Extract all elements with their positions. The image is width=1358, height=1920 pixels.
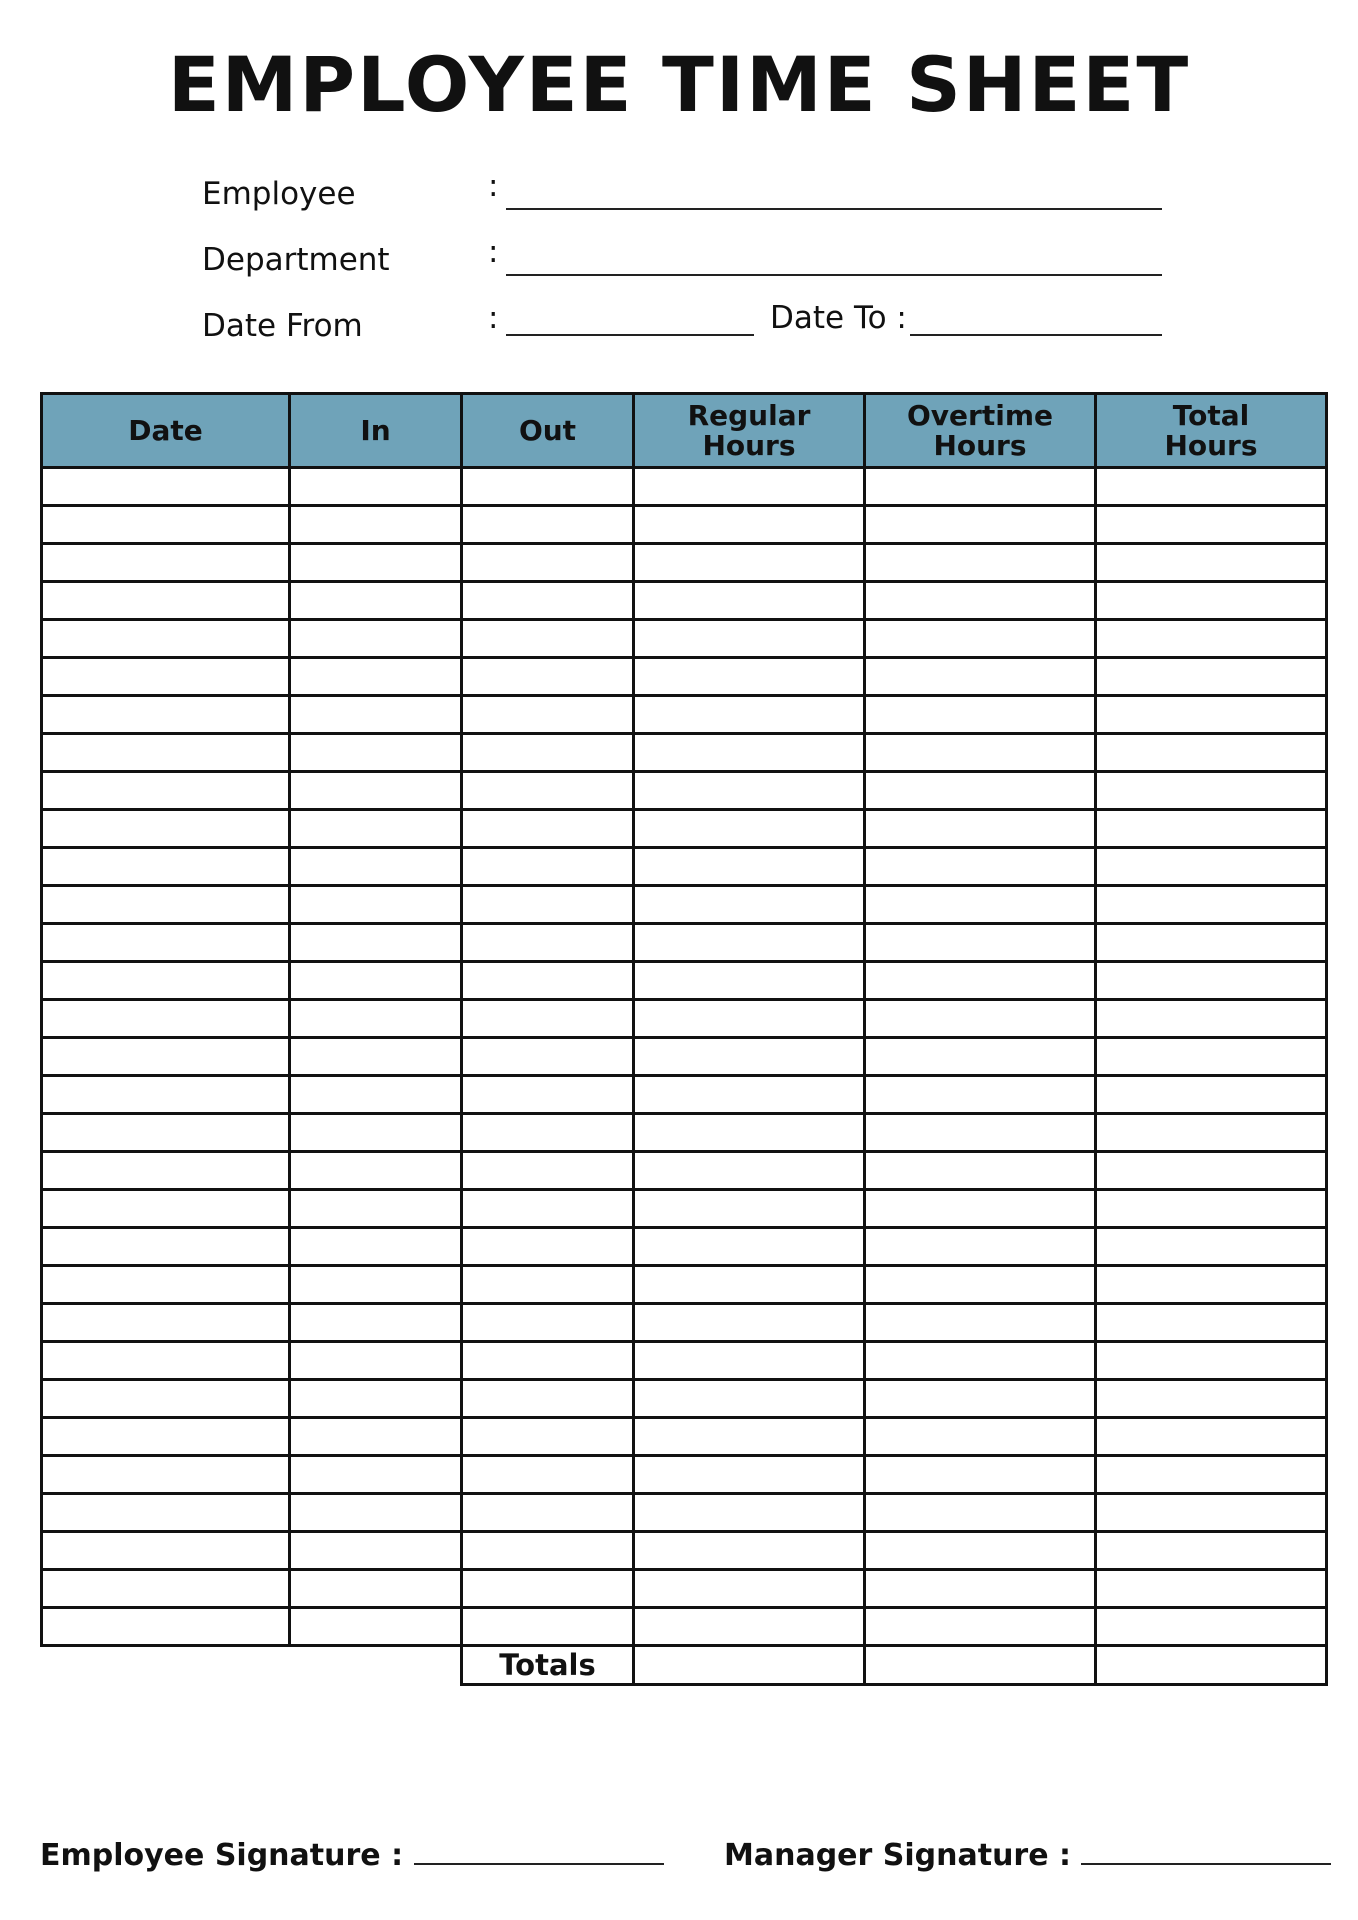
in-cell[interactable] [290,1038,462,1076]
table-row [42,1456,1327,1494]
date-cell[interactable] [42,1304,290,1342]
regular-hours-cell[interactable] [634,1304,865,1342]
in-cell[interactable] [290,506,462,544]
overtime-hours-cell[interactable] [865,658,1096,696]
table-body [42,468,1327,1646]
in-cell[interactable] [290,658,462,696]
department-label: Department [202,242,390,278]
date-cell[interactable] [42,848,290,886]
date-cell[interactable] [42,772,290,810]
regular-hours-cell[interactable] [634,1000,865,1038]
total-hours-cell[interactable] [1096,1076,1327,1114]
employee-input-line[interactable] [506,178,1162,210]
regular-hours-cell[interactable] [634,810,865,848]
date-to-input-line[interactable] [910,304,1162,336]
in-cell[interactable] [290,1494,462,1532]
total-hours-cell[interactable] [1096,658,1327,696]
overtime-hours-cell[interactable] [865,1456,1096,1494]
overtime-hours-cell[interactable] [865,1532,1096,1570]
table-row [42,1608,1327,1646]
out-cell[interactable] [462,772,634,810]
date-cell[interactable] [42,886,290,924]
regular-hours-cell[interactable] [634,1532,865,1570]
in-cell[interactable] [290,1190,462,1228]
in-cell[interactable] [290,468,462,506]
table-row [42,1494,1327,1532]
total-hours-cell[interactable] [1096,1114,1327,1152]
regular-hours-cell[interactable] [634,1342,865,1380]
overtime-hours-cell[interactable] [865,620,1096,658]
overtime-hours-cell[interactable] [865,1152,1096,1190]
table-row [42,772,1327,810]
out-cell[interactable] [462,1038,634,1076]
table-row [42,506,1327,544]
total-hours-cell[interactable] [1096,810,1327,848]
date-cell[interactable] [42,734,290,772]
in-cell[interactable] [290,1266,462,1304]
overtime-hours-cell[interactable] [865,506,1096,544]
table-row [42,658,1327,696]
date-cell[interactable] [42,544,290,582]
table-row [42,544,1327,582]
table-row [42,1228,1327,1266]
in-cell[interactable] [290,962,462,1000]
date-from-colon: : [488,300,499,336]
regular-hours-cell[interactable] [634,962,865,1000]
table-row [42,810,1327,848]
totals-label: Totals [462,1646,634,1685]
in-cell[interactable] [290,1532,462,1570]
in-cell[interactable] [290,1114,462,1152]
overtime-hours-cell[interactable] [865,582,1096,620]
table-row [42,1000,1327,1038]
regular-hours-cell[interactable] [634,886,865,924]
regular-hours-cell[interactable] [634,1494,865,1532]
overtime-hours-cell[interactable] [865,1418,1096,1456]
total-hours-cell[interactable] [1096,582,1327,620]
table-row [42,468,1327,506]
table-row [42,1190,1327,1228]
date-cell[interactable] [42,468,290,506]
out-cell[interactable] [462,1266,634,1304]
total-hours-cell[interactable] [1096,696,1327,734]
in-cell[interactable] [290,1342,462,1380]
table-row [42,1076,1327,1114]
out-cell[interactable] [462,1456,634,1494]
in-cell[interactable] [290,734,462,772]
out-cell[interactable] [462,1418,634,1456]
table-row [42,1266,1327,1304]
in-cell[interactable] [290,924,462,962]
employee-label: Employee [202,176,356,212]
in-cell[interactable] [290,1152,462,1190]
date-cell[interactable] [42,1114,290,1152]
employee-signature-label: Employee Signature : [40,1838,404,1873]
in-cell[interactable] [290,1000,462,1038]
department-input-line[interactable] [506,244,1162,276]
out-cell[interactable] [462,506,634,544]
total-hours-cell[interactable] [1096,772,1327,810]
regular-hours-cell[interactable] [634,1190,865,1228]
out-cell[interactable] [462,696,634,734]
in-cell[interactable] [290,1304,462,1342]
total-hours-cell[interactable] [1096,1380,1327,1418]
table-row [42,696,1327,734]
out-cell[interactable] [462,1608,634,1646]
out-cell[interactable] [462,620,634,658]
table-row [42,734,1327,772]
date-cell[interactable] [42,810,290,848]
total-hours-cell[interactable] [1096,1266,1327,1304]
overtime-hours-cell[interactable] [865,1190,1096,1228]
header-date: Date [42,394,290,468]
regular-hours-cell[interactable] [634,506,865,544]
date-cell[interactable] [42,1266,290,1304]
date-to-label: Date To : [770,300,907,336]
table-row [42,1418,1327,1456]
regular-hours-cell[interactable] [634,1152,865,1190]
date-cell[interactable] [42,1342,290,1380]
overtime-hours-cell[interactable] [865,1380,1096,1418]
total-hours-cell[interactable] [1096,1304,1327,1342]
overtime-hours-cell[interactable] [865,734,1096,772]
overtime-hours-cell[interactable] [865,1228,1096,1266]
table-row [42,924,1327,962]
out-cell[interactable] [462,1152,634,1190]
out-cell[interactable] [462,1532,634,1570]
in-cell[interactable] [290,1076,462,1114]
date-cell[interactable] [42,1038,290,1076]
out-cell[interactable] [462,658,634,696]
regular-hours-cell[interactable] [634,468,865,506]
table-row [42,848,1327,886]
total-hours-cell[interactable] [1096,1494,1327,1532]
date-from-input-line[interactable] [506,304,754,336]
table-row [42,620,1327,658]
department-colon: : [488,234,499,270]
date-from-label: Date From [202,308,363,344]
table-row [42,1114,1327,1152]
date-cell[interactable] [42,1076,290,1114]
overtime-hours-cell[interactable] [865,848,1096,886]
in-cell[interactable] [290,886,462,924]
regular-hours-cell[interactable] [634,1228,865,1266]
total-hours-cell[interactable] [1096,1570,1327,1608]
total-hours-cell[interactable] [1096,620,1327,658]
totals-overtime-cell[interactable] [865,1646,1096,1685]
regular-hours-cell[interactable] [634,1380,865,1418]
table-row [42,582,1327,620]
total-hours-cell[interactable] [1096,734,1327,772]
total-hours-cell[interactable] [1096,1532,1327,1570]
table-header-row [42,394,1327,468]
employee-colon: : [488,168,499,204]
out-cell[interactable] [462,544,634,582]
regular-hours-cell[interactable] [634,1570,865,1608]
overtime-hours-cell[interactable] [865,696,1096,734]
table-row [42,1532,1327,1570]
total-hours-cell[interactable] [1096,1228,1327,1266]
in-cell[interactable] [290,1570,462,1608]
date-cell[interactable] [42,1456,290,1494]
out-cell[interactable] [462,1494,634,1532]
regular-hours-cell[interactable] [634,772,865,810]
date-cell[interactable] [42,1570,290,1608]
in-cell[interactable] [290,848,462,886]
overtime-hours-cell[interactable] [865,886,1096,924]
timesheet-table [40,392,1328,1686]
date-cell[interactable] [42,1000,290,1038]
regular-hours-cell[interactable] [634,1456,865,1494]
regular-hours-cell[interactable] [634,1418,865,1456]
out-cell[interactable] [462,1342,634,1380]
in-cell[interactable] [290,544,462,582]
manager-signature [724,1835,1331,1873]
date-cell[interactable] [42,1190,290,1228]
date-cell[interactable] [42,506,290,544]
overtime-hours-cell[interactable] [865,1038,1096,1076]
in-cell[interactable] [290,1228,462,1266]
out-cell[interactable] [462,468,634,506]
employee-signature-line[interactable] [414,1835,664,1865]
overtime-hours-cell[interactable] [865,924,1096,962]
regular-hours-cell[interactable] [634,696,865,734]
overtime-hours-cell[interactable] [865,1266,1096,1304]
table-row [42,1038,1327,1076]
out-cell[interactable] [462,1570,634,1608]
regular-hours-cell[interactable] [634,1038,865,1076]
out-cell[interactable] [462,1380,634,1418]
manager-signature-line[interactable] [1081,1835,1331,1865]
out-cell[interactable] [462,582,634,620]
date-cell[interactable] [42,620,290,658]
date-cell[interactable] [42,1380,290,1418]
overtime-hours-cell[interactable] [865,1608,1096,1646]
date-cell[interactable] [42,924,290,962]
total-hours-cell[interactable] [1096,1190,1327,1228]
regular-hours-cell[interactable] [634,1608,865,1646]
header-overtime-hours: Overtime Hours [865,394,1096,468]
total-hours-cell[interactable] [1096,886,1327,924]
out-cell[interactable] [462,734,634,772]
total-hours-cell[interactable] [1096,1152,1327,1190]
date-cell[interactable] [42,582,290,620]
totals-spacer [42,1646,462,1685]
regular-hours-cell[interactable] [634,924,865,962]
overtime-hours-cell[interactable] [865,1494,1096,1532]
overtime-hours-cell[interactable] [865,1342,1096,1380]
table-row [42,962,1327,1000]
total-hours-cell[interactable] [1096,1456,1327,1494]
total-hours-cell[interactable] [1096,1038,1327,1076]
table-row [42,886,1327,924]
header-total-hours: Total Hours [1096,394,1327,468]
total-hours-cell[interactable] [1096,924,1327,962]
total-hours-cell[interactable] [1096,1418,1327,1456]
date-cell[interactable] [42,658,290,696]
total-hours-cell[interactable] [1096,468,1327,506]
date-cell[interactable] [42,1494,290,1532]
total-hours-cell[interactable] [1096,848,1327,886]
regular-hours-cell[interactable] [634,1266,865,1304]
regular-hours-cell[interactable] [634,848,865,886]
overtime-hours-cell[interactable] [865,1304,1096,1342]
out-cell[interactable] [462,962,634,1000]
total-hours-cell[interactable] [1096,1342,1327,1380]
in-cell[interactable] [290,582,462,620]
out-cell[interactable] [462,924,634,962]
regular-hours-cell[interactable] [634,734,865,772]
in-cell[interactable] [290,1456,462,1494]
overtime-hours-cell[interactable] [865,1076,1096,1114]
overtime-hours-cell[interactable] [865,962,1096,1000]
out-cell[interactable] [462,886,634,924]
total-hours-cell[interactable] [1096,1608,1327,1646]
total-hours-cell[interactable] [1096,962,1327,1000]
regular-hours-cell[interactable] [634,1076,865,1114]
total-hours-cell[interactable] [1096,1000,1327,1038]
out-cell[interactable] [462,1000,634,1038]
in-cell[interactable] [290,620,462,658]
manager-signature-label: Manager Signature : [724,1838,1072,1873]
overtime-hours-cell[interactable] [865,772,1096,810]
out-cell[interactable] [462,1114,634,1152]
table-row [42,1152,1327,1190]
in-cell[interactable] [290,810,462,848]
out-cell[interactable] [462,810,634,848]
out-cell[interactable] [462,1228,634,1266]
regular-hours-cell[interactable] [634,582,865,620]
overtime-hours-cell[interactable] [865,1570,1096,1608]
date-cell[interactable] [42,962,290,1000]
out-cell[interactable] [462,848,634,886]
date-cell[interactable] [42,1228,290,1266]
in-cell[interactable] [290,772,462,810]
employee-signature [40,1835,664,1873]
page-title: EMPLOYEE TIME SHEET [167,40,1191,129]
totals-row [42,1646,1327,1685]
totals-regular-cell[interactable] [634,1646,865,1685]
table-row [42,1570,1327,1608]
in-cell[interactable] [290,1380,462,1418]
regular-hours-cell[interactable] [634,544,865,582]
date-cell[interactable] [42,1418,290,1456]
overtime-hours-cell[interactable] [865,1000,1096,1038]
overtime-hours-cell[interactable] [865,468,1096,506]
overtime-hours-cell[interactable] [865,1114,1096,1152]
in-cell[interactable] [290,1608,462,1646]
regular-hours-cell[interactable] [634,1114,865,1152]
regular-hours-cell[interactable] [634,620,865,658]
total-hours-cell[interactable] [1096,544,1327,582]
in-cell[interactable] [290,1418,462,1456]
overtime-hours-cell[interactable] [865,544,1096,582]
out-cell[interactable] [462,1190,634,1228]
table-row [42,1304,1327,1342]
in-cell[interactable] [290,696,462,734]
header-out: Out [462,394,634,468]
date-cell[interactable] [42,1608,290,1646]
out-cell[interactable] [462,1076,634,1114]
header-regular-hours: Regular Hours [634,394,865,468]
table-row [42,1380,1327,1418]
regular-hours-cell[interactable] [634,658,865,696]
date-cell[interactable] [42,1152,290,1190]
overtime-hours-cell[interactable] [865,810,1096,848]
table-row [42,1342,1327,1380]
totals-total-cell[interactable] [1096,1646,1327,1685]
date-cell[interactable] [42,1532,290,1570]
total-hours-cell[interactable] [1096,506,1327,544]
header-in: In [290,394,462,468]
date-cell[interactable] [42,696,290,734]
out-cell[interactable] [462,1304,634,1342]
